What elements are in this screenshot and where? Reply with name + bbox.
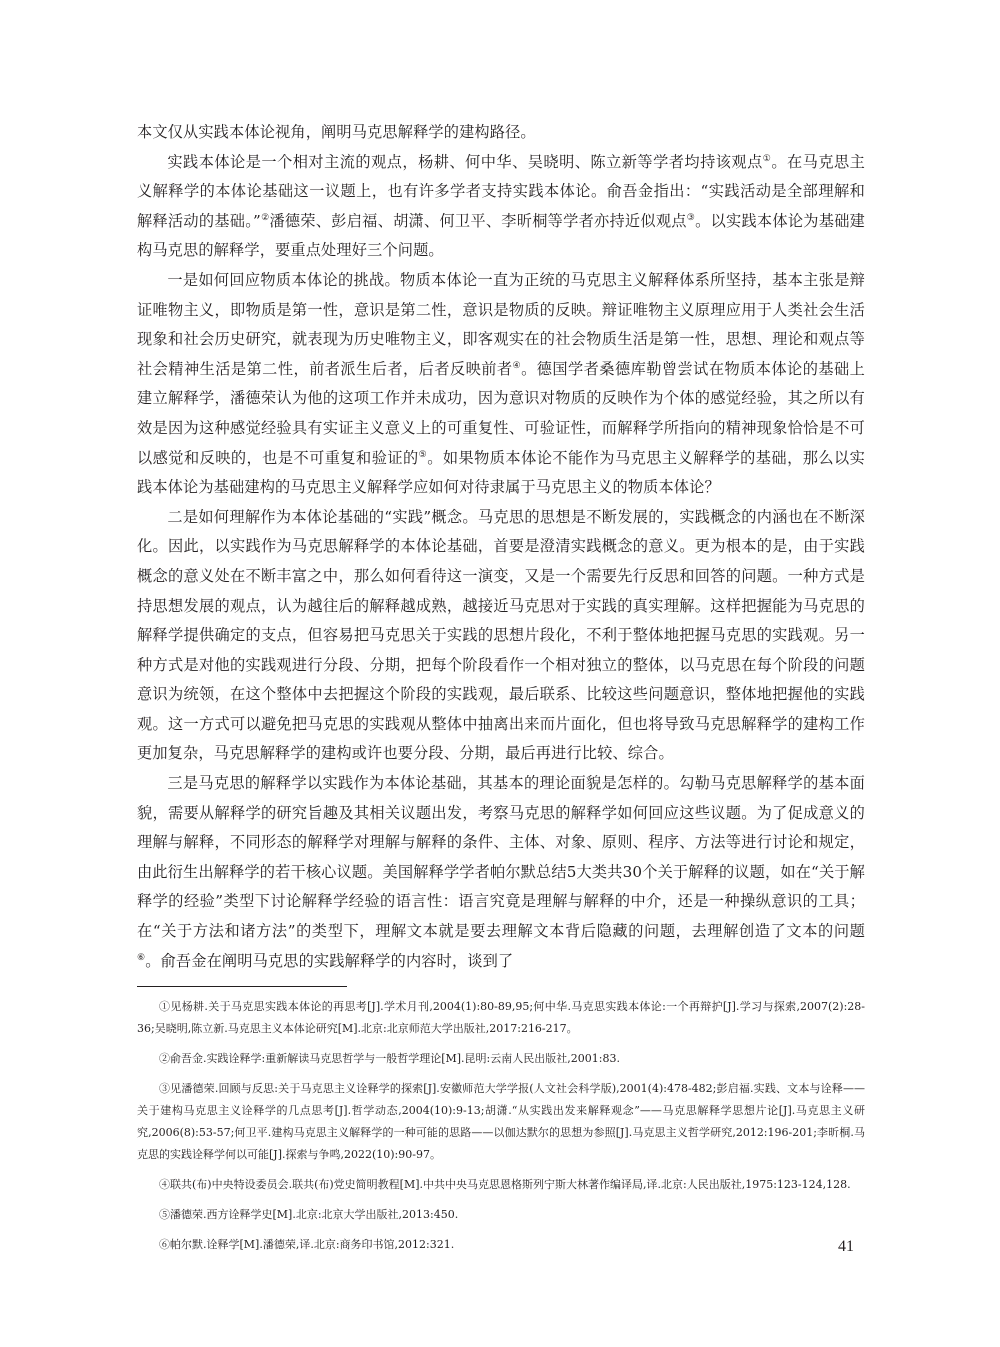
text-run: 实践本体论是一个相对主流的观点，杨耕、何中华、吴晓明、陈立新等学者均持该观点 xyxy=(167,152,763,171)
footnote: ⑤潘德荣.西方诠释学史[M].北京:北京大学出版社,2013:450. xyxy=(159,1208,459,1221)
text-run: 。如果物质本体论不能作为马克思主义解释学的基础，那么以实践本体论为基础建构的马克思主义解释学应如何对待隶属于马克思主义的物质本体论？ xyxy=(137,448,866,497)
main-text xyxy=(137,118,865,976)
footnote: ②俞吾金.实践诠释学:重新解读马克思哲学与一般哲学理论[M].昆明:云南人民出版社,2001:83. xyxy=(159,1052,620,1065)
footnote-ref[interactable]: ① xyxy=(762,153,772,164)
text-run: 。俞吾金在阐明马克思的实践解释学的内容时，谈到了 xyxy=(145,951,514,970)
paragraph xyxy=(137,266,865,503)
footnote-ref[interactable]: ⑥ xyxy=(137,952,146,963)
paragraph: 本文仅从实践本体论视角，阐明马克思解释学的建构路径。 xyxy=(137,123,536,141)
footnote-ref[interactable]: ④ xyxy=(512,360,522,371)
paragraph xyxy=(137,148,865,266)
footnote-ref[interactable]: ⑤ xyxy=(418,449,428,460)
footnote-ref[interactable]: ② xyxy=(260,212,270,223)
footnotes xyxy=(137,996,865,1264)
footnote: ⑥帕尔默.诠释学[M].潘德荣,译.北京:商务印书馆,2012:321. xyxy=(159,1238,455,1251)
footnote: ①见杨耕.关于马克思实践本体论的再思考[J].学术月刊,2004(1):80-89,95;何中华.马克思实践本体论:一个再辩护[J].学习与探索,2007(2):28-36;吴晓明,陈立新.马克思主义本体论研究[M].北京:北京师范大学出版社,2017:216-217。 xyxy=(137,1000,865,1035)
footnote-divider xyxy=(137,986,347,987)
text-run: 潘德荣、彭启福、胡潇、何卫平、李昕桐等学者亦持近似观点 xyxy=(269,211,687,230)
footnote-ref[interactable]: ③ xyxy=(686,212,696,223)
footnote: ③见潘德荣.回顾与反思:关于马克思主义诠释学的探索[J].安徽师范大学学报(人文社会科学版),2001(4):478-482;彭启福.实践、文本与诠释——关于建构马克思主义诠释学的几点思考[J].哲学动态,2004(10):9-13;胡潇.“从实践出发来解释观念”——马克思解释学思想片论[J].马克思主义研究,2006(8):53-57;何卫平.建构马克思主义解释学的一种可能的思路——以伽达默尔的思想为参照[J].马克思主义哲学研究,2012:196-201;李昕桐.马克思的实践诠释学何以可能[J].探索与争鸣,2022(10):90-97。 xyxy=(137,1082,865,1161)
text-run: 。德国学者桑德库勒曾尝试在物质本体论的基础上建立解释学，潘德荣认为他的这项工作并未成功，因为意识对物质的反映作为个体的感觉经验，其之所以有效是因为这种感觉经验具有实证主义意义上的可重复性、可验证性，而解释学所指向的精神现象恰恰是不可以感觉和反映的，也是不可重复和验证的 xyxy=(137,359,865,467)
footnote: ④联共(布)中央特设委员会.联共(布)党史简明教程[M].中共中央马克思恩格斯列宁斯大林著作编译局,译.北京:人民出版社,1975:123-124,128. xyxy=(159,1178,851,1191)
text-run: 。在马克思主义解释学的本体论基础这一议题上，也有许多学者支持实践本体论。俞吾金指出：“实践活动是全部理解和解释活动的基础。” xyxy=(137,152,866,230)
paragraph: 二是如何理解作为本体论基础的“实践”概念。马克思的思想是不断发展的，实践概念的内涵也在不断深化。因此，以实践作为马克思解释学的本体论基础，首要是澄清实践概念的意义。更为根本的是，由于实践概念的意义处在不断丰富之中，那么如何看待这一演变，又是一个需要先行反思和回答的问题。一种方式是持思想发展的观点，认为越往后的解释越成熟，越接近马克思对于实践的真实理解。这样把握能为马克思的解释学提供确定的支点，但容易把马克思关于实践的思想片段化，不利于整体地把握马克思的实践观。另一种方式是对他的实践观进行分段、分期，把每个阶段看作一个相对独立的整体，以马克思在每个阶段的问题意识为统领，在这个整体中去把握这个阶段的实践观，最后联系、比较这些问题意识，整体地把握他的实践观。这一方式可以避免把马克思的实践观从整体中抽离出来而片面化，但也将导致马克思解释学的建构工作更加复杂，马克思解释学的建构或许也要分段、分期，最后再进行比较、综合。 xyxy=(137,507,865,763)
text-run: 。以实践本体论为基础建构马克思的解释学，要重点处理好三个问题。 xyxy=(137,211,866,260)
text-run: 一是如何回应物质本体论的挑战。物质本体论一直为正统的马克思主义解释体系所坚持，基本主张是辩证唯物主义，即物质是第一性，意识是第二性，意识是物质的反映。辩证唯物主义原理应用于人类社会生活现象和社会历史研究，就表现为历史唯物主义，即客观实在的社会物质生活是第一性，思想、理论和观点等社会精神生活是第二性，前者派生后者，后者反映前者 xyxy=(137,270,865,378)
text-run: 三是马克思的解释学以实践作为本体论基础，其基本的理论面貌是怎样的。勾勒马克思解释学的基本面貌，需要从解释学的研究旨趣及其相关议题出发，考察马克思的解释学如何回应这些议题。为了促成意义的理解与解释，不同形态的解释学对理解与解释的条件、主体、对象、原则、程序、方法等进行讨论和规定，由此衍生出解释学的若干核心议题。美国解释学学者帕尔默总结5大类共30个关于解释的议题，如在“关于解释学的经验”类型下讨论解释学经验的语言性：语言究竟是理解与解释的中介，还是一种操纵意识的工具；在“关于方法和诸方法”的类型下，理解文本就是要去理解文本背后隐藏的问题，去理解创造了文本的问题 xyxy=(137,774,865,941)
page-number: 41 xyxy=(838,1238,854,1255)
paragraph xyxy=(137,769,865,976)
